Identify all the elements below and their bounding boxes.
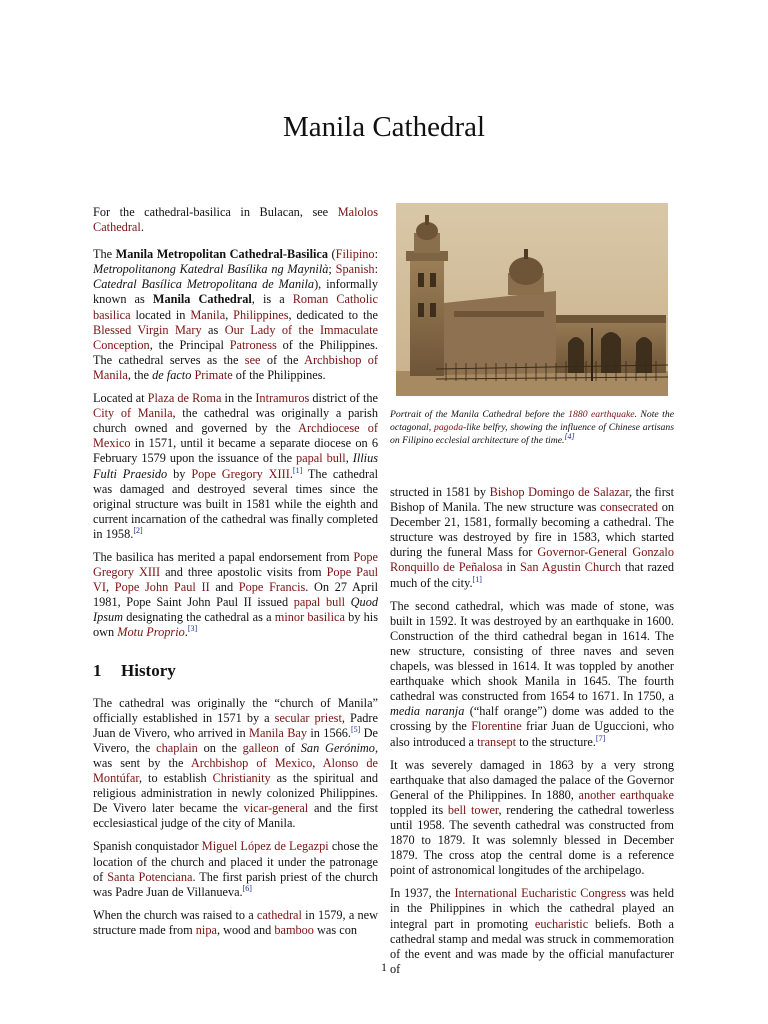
link-legazpi[interactable]: Miguel López de Legazpi xyxy=(201,839,329,854)
text: The xyxy=(93,247,116,262)
text: , xyxy=(312,756,323,770)
text: , xyxy=(105,580,115,595)
italic-term: de facto xyxy=(152,367,192,382)
citation-ref[interactable]: [2] xyxy=(133,525,143,535)
text: in 1571, until it became a separate diocese on 6 February 1579 upon the issuance of the xyxy=(93,436,378,466)
text: and xyxy=(209,580,239,595)
link-consecrated[interactable]: consecrated xyxy=(600,500,659,515)
text: by his own xyxy=(93,610,379,640)
link-archdiocese-of-mexico[interactable]: Archdiocese of Mexico xyxy=(93,421,378,451)
link-domingo-de-salazar[interactable]: Bishop Domingo de Salazar xyxy=(489,485,629,499)
section-number: 1 xyxy=(93,660,102,680)
link-florentine[interactable]: Florentine xyxy=(471,719,522,734)
citation-ref[interactable]: [1] xyxy=(472,574,482,584)
text: , dedicated to the xyxy=(288,307,378,322)
link-bell-tower[interactable]: bell tower xyxy=(447,802,499,817)
link-our-lady[interactable]: Our Lady of the Immaculate Conception xyxy=(93,322,378,352)
text: ), informally known as xyxy=(93,277,378,307)
text: , was sent by the xyxy=(93,740,379,770)
text: When the church was raised to a xyxy=(93,907,257,922)
text: in xyxy=(502,560,521,575)
text: by xyxy=(167,466,192,481)
text: Located at xyxy=(93,391,148,406)
link-transept[interactable]: transept xyxy=(477,734,517,749)
text: on the xyxy=(197,740,243,755)
bold-term: Manila Metropolitan Cathedral-Basilica xyxy=(115,247,329,262)
link-motu-proprio[interactable]: Motu Proprio xyxy=(117,625,185,640)
text: designating the cathedral as a xyxy=(123,610,275,625)
text: in 1566. xyxy=(307,725,351,740)
italic-term: Illius Fulti Praesido xyxy=(93,451,378,481)
location-paragraph xyxy=(93,391,378,542)
citation-ref[interactable]: [4] xyxy=(564,432,575,442)
intro-paragraph xyxy=(93,247,378,383)
link-filipino[interactable]: Filipino xyxy=(335,247,375,262)
link-see[interactable]: see xyxy=(244,352,261,367)
italic-term: Catedral Basílica Metropolitana de Manila xyxy=(93,277,315,292)
text: chose the location of the church and placed it under the patronage of xyxy=(93,839,378,884)
link-pope-francis[interactable]: Pope Francis xyxy=(238,580,306,595)
bold-term: Manila Cathedral xyxy=(152,292,252,307)
link-another-earthquake[interactable]: another earthquake xyxy=(578,787,674,802)
link-primate[interactable]: Primate xyxy=(194,367,233,382)
link-pope-gregory-xiii[interactable]: Pope Gregory XIII xyxy=(93,549,378,580)
text: , is a xyxy=(251,292,293,307)
link-pope-paul-vi[interactable]: Pope Paul VI xyxy=(93,565,379,595)
link-archbishop-of-manila[interactable]: Archbishop of Manila xyxy=(93,352,379,382)
link-philippines[interactable]: Philippines xyxy=(233,307,289,322)
link-patroness[interactable]: Patroness xyxy=(229,337,277,352)
link-pope-gregory-xiii[interactable]: Pope Gregory XIII xyxy=(191,466,290,481)
link-eucharistic[interactable]: eucharistic xyxy=(534,916,589,931)
link-eucharistic-congress[interactable]: International Eucharistic Congress xyxy=(454,886,627,901)
link-plaza-de-roma[interactable]: Plaza de Roma xyxy=(147,391,222,406)
link-secular-priest[interactable]: secular priest xyxy=(274,710,342,725)
text: , xyxy=(225,307,234,322)
citation-ref[interactable]: [5] xyxy=(350,724,361,734)
cathedral-photo xyxy=(396,203,668,396)
text: , the Principal xyxy=(149,337,230,352)
text: as the spiritual and religious administration in newly colonized Philippines. De Vivero later became the xyxy=(93,771,378,816)
text: De Vivero, the xyxy=(93,725,378,755)
text: : xyxy=(374,247,378,262)
text: and three apostolic visits from xyxy=(160,565,327,580)
text: It was severely damaged in 1863 by a very strong earthquake that also damaged the palace of the Governor General of the Philippines. In 1880, xyxy=(390,757,674,802)
text: that razed much of the city. xyxy=(390,560,674,590)
right-paragraph-1 xyxy=(390,485,674,591)
link-pope-john-paul-ii[interactable]: Pope John Paul II xyxy=(114,580,210,595)
section-title: History xyxy=(121,660,176,680)
text: of the Philippines. xyxy=(232,367,326,382)
link-papal-bull[interactable]: papal bull xyxy=(293,595,346,610)
citation-ref[interactable]: [1] xyxy=(292,465,303,475)
text: was con xyxy=(313,922,357,937)
link-vicar-general[interactable]: vicar-general xyxy=(243,801,309,816)
right-paragraph-2 xyxy=(390,599,674,750)
link-1880-earthquake[interactable]: 1880 earthquake xyxy=(568,409,635,420)
cathedral-photo-image xyxy=(396,203,668,396)
left-column xyxy=(93,205,378,946)
text: . The first parish priest of the church was Padre Juan de Villanueva. xyxy=(93,869,378,899)
text: was held in the Philippines in which the cathedral played an integral part in promoting xyxy=(390,886,674,931)
text: . Note the octagonal, xyxy=(390,409,674,434)
link-chaplain[interactable]: chaplain xyxy=(156,740,198,755)
link-malolos-cathedral[interactable]: Malolos Cathedral xyxy=(93,205,378,235)
link-alonso-de-montufar[interactable]: Alonso de Montúfar xyxy=(93,756,378,786)
basilica-paragraph xyxy=(93,550,378,641)
right-column xyxy=(390,485,674,985)
link-san-agustin-church[interactable]: San Agustin Church xyxy=(520,560,621,575)
text: , the cathedral was originally a parish church owned and governed by the xyxy=(93,406,378,436)
page-title: Manila Cathedral xyxy=(282,111,486,143)
citation-ref[interactable]: [3] xyxy=(187,624,198,634)
text: -like belfry, showing the influence of Chinese artisans on Filipino ecclesial architecture of the time. xyxy=(390,422,674,447)
text: structed in 1581 by xyxy=(390,485,490,499)
text: ( xyxy=(328,247,336,262)
text: district of the xyxy=(309,391,378,406)
link-blessed-virgin-mary[interactable]: Blessed Virgin Mary xyxy=(93,322,202,337)
text: , Padre Juan de Vivero, who arrived in xyxy=(93,710,378,740)
link-roman-catholic-basilica[interactable]: Roman Catholic basilica xyxy=(93,292,378,322)
text: of the Philippines. The cathedral serves as the xyxy=(93,337,378,367)
text: , xyxy=(345,451,353,466)
history-paragraph-3 xyxy=(93,908,378,938)
text: : xyxy=(374,262,379,277)
italic-term: San Gerónimo xyxy=(300,740,375,755)
text: The basilica has merited a papal endorsement from xyxy=(93,549,354,564)
citation-ref[interactable]: [7] xyxy=(595,733,606,743)
text: , to establish xyxy=(138,771,213,786)
link-manila[interactable]: Manila xyxy=(190,307,226,322)
hatnote xyxy=(93,205,378,235)
link-pagoda[interactable]: pagoda xyxy=(433,422,464,434)
hatnote-text: For the cathedral-basilica in Bulacan, see xyxy=(93,205,338,219)
link-spanish[interactable]: Spanish xyxy=(335,262,375,277)
text: . xyxy=(184,625,188,640)
figure-caption xyxy=(390,408,674,448)
text: as xyxy=(201,322,225,337)
link-city-of-manila[interactable]: City of Manila xyxy=(93,406,173,421)
link-cathedral[interactable]: cathedral xyxy=(256,907,302,922)
text: and the first ecclesiastical judge of the city of Manila. xyxy=(93,801,379,831)
text: toppled its xyxy=(390,802,448,817)
text: of the xyxy=(260,352,305,367)
text: , wood and xyxy=(216,922,275,937)
link-papal-bull[interactable]: papal bull xyxy=(296,451,346,466)
link-galleon[interactable]: galleon xyxy=(242,740,279,755)
text: The second cathedral, which was made of stone, was built in 1592. It was destroyed by an earthquake in 1600. Construction of the third cathedral began in 1614. The new structure, consisting of three naves and seven chapels, was blessed in 1614. It was toppled by another earthquake which shook Manila in 1645. The fourth cathedral was constructed from 1654 to 1671. In 1750, a xyxy=(390,598,674,704)
text: beliefs. Both a cathedral stamp and medal was struck in commemoration of the event and was made by the official manufacturer of xyxy=(390,916,674,976)
text: Portrait of the Manila Cathedral before the xyxy=(390,409,569,420)
text: located in xyxy=(130,307,191,322)
italic-term: Metropolitanong Katedral Basílika ng Maynilà xyxy=(93,262,329,277)
section-heading-history xyxy=(93,660,378,680)
link-archbishop-of-mexico[interactable]: Archbishop of Mexico xyxy=(190,756,313,770)
link-santa-potenciana[interactable]: Santa Potenciana xyxy=(107,869,193,884)
page-number: 1 xyxy=(381,960,387,974)
text: (“half orange”) dome was added to the crossing by the xyxy=(390,704,675,734)
text: , the xyxy=(127,367,153,382)
hatnote-period: . xyxy=(140,220,144,235)
link-bamboo[interactable]: bamboo xyxy=(274,922,314,937)
text: on December 21, 1581, formally becoming a cathedral. The structure was destroyed by fire in 1583, which started during the funeral Mass for xyxy=(390,500,674,560)
link-nipa[interactable]: nipa xyxy=(195,922,217,937)
text: . On 27 April 1981, Pope Saint John Paul II issued xyxy=(93,580,379,610)
text: in 1579, a new structure made from xyxy=(93,907,378,937)
history-paragraph-1 xyxy=(93,696,378,832)
text: . xyxy=(289,466,293,481)
link-christianity[interactable]: Christianity xyxy=(212,771,271,786)
text: The cathedral was damaged and destroyed several times since the original structure was built in 1581 while the eighth and current incarnation of the cathedral was finally completed in 1958. xyxy=(93,466,378,541)
text: to the structure. xyxy=(516,734,596,749)
text: in the xyxy=(221,391,256,406)
text: ; xyxy=(328,262,336,277)
text: In 1937, the xyxy=(390,886,455,901)
text: Spanish conquistador xyxy=(93,839,202,854)
italic-term: media naranja xyxy=(390,704,465,719)
link-intramuros[interactable]: Intramuros xyxy=(255,391,310,406)
link-minor-basilica[interactable]: minor basilica xyxy=(274,610,345,625)
text: , the first Bishop of Manila. The new structure was xyxy=(390,485,675,515)
text: friar Juan de Uguccioni, who also introduced a xyxy=(390,719,675,749)
history-paragraph-2 xyxy=(93,839,378,899)
right-paragraph-3 xyxy=(390,758,674,879)
link-manila-bay[interactable]: Manila Bay xyxy=(249,725,308,740)
text: of xyxy=(278,740,301,755)
link-gonzalo-ronquillo[interactable]: Governor-General Gonzalo Ronquillo de Peñalosa xyxy=(390,545,674,575)
text: , rendering the cathedral towerless until 1958. The seventh cathedral was constructed from 1870 to 1879. It was solemnly blessed in December 1879. The cross atop the central dome is a reference point of astronomical longitudes of the archipelago. xyxy=(390,802,674,878)
italic-term: Quod Ipsum xyxy=(93,595,378,625)
text: The cathedral was originally the “church of Manila” officially established in 1571 by a xyxy=(93,695,378,725)
citation-ref[interactable]: [6] xyxy=(242,883,252,893)
